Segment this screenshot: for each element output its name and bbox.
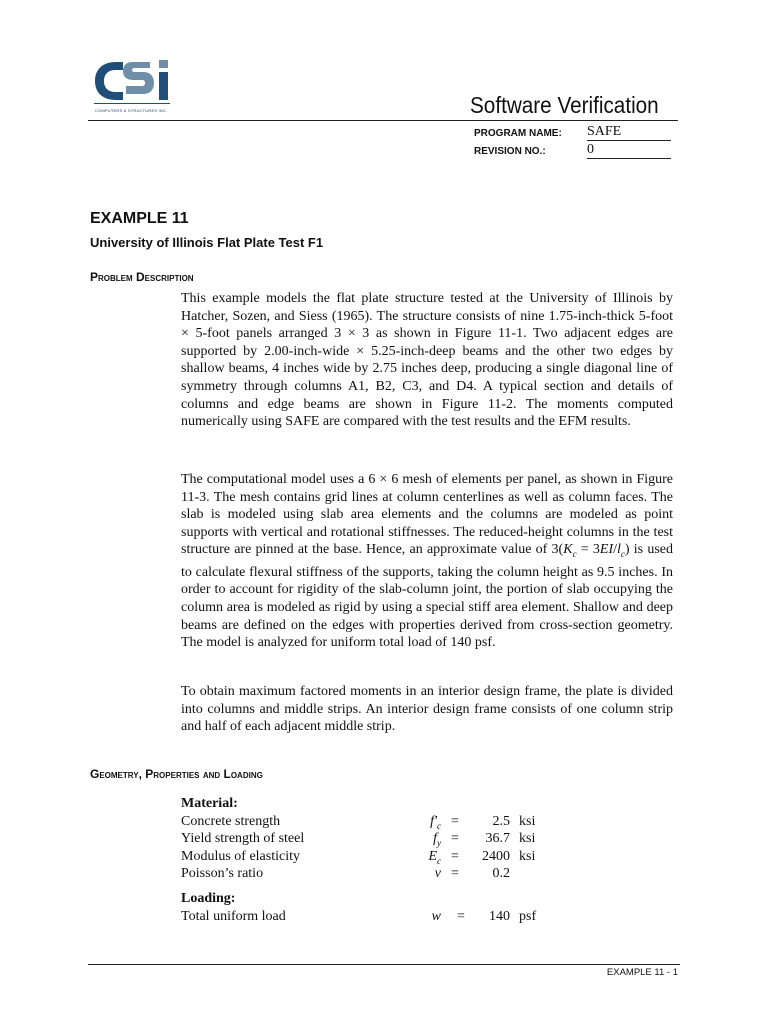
material-symbol: $f_y$	[433, 831, 441, 848]
material-row	[181, 866, 581, 884]
geometry-heading: Geometry, Properties and Loading	[90, 767, 263, 781]
csi-logo	[92, 56, 182, 116]
document-title: Software Verification	[470, 92, 659, 118]
page-label: EXAMPLE 11 - 1	[606, 967, 678, 978]
material-value: 36.7	[485, 831, 510, 847]
footer-divider	[88, 964, 680, 965]
material-value: 2.5	[492, 813, 510, 829]
load-row	[181, 909, 581, 927]
load-unit: psf	[519, 908, 537, 924]
equals-sign: =	[457, 908, 465, 924]
material-table	[181, 796, 581, 926]
material-row	[181, 849, 581, 867]
example-title: EXAMPLE 11	[90, 210, 189, 227]
problem-paragraph-1: This example models the flat plate structure tested at the University of Illinois by Hatcher, Sozen, and Siess (1965). The structure consists of nine 1.75-inch-thick 5-foot × 5-foot panels arranged 3 × 3 as shown in Figure 11-1. Two adjacent edges are supported by 2.00-inch-wide × 5.25-inch-deep beams and the other two edges by shallow beams, 4 inches wide by 2.75 inches deep, producing a single diagonal line of symmetry through columns A1, B2, C3, and D4. A typical section and details of columns and edge beams are shown in Figure 11-2. The moments computed numerically using SAFE are compared with the test results and the EFM results.	[181, 291, 673, 430]
equals-sign: =	[451, 866, 459, 882]
equals-sign: =	[451, 813, 459, 829]
loading-heading: Loading:	[181, 890, 236, 906]
program-name-label: PROGRAM NAME:	[474, 128, 562, 139]
material-row	[181, 831, 581, 849]
material-row	[181, 814, 581, 832]
material-unit: ksi	[519, 848, 536, 864]
material-unit: ksi	[519, 831, 536, 847]
load-name: Total uniform load	[181, 908, 286, 924]
material-unit: ksi	[519, 813, 536, 829]
revision-label: REVISION NO.:	[474, 146, 546, 157]
material-symbol: v	[434, 866, 441, 882]
equals-sign: =	[451, 831, 459, 847]
logo-subtitle: COMPUTERS & STRUCTURES INC.	[95, 108, 168, 113]
revision-value: 0	[587, 142, 671, 159]
example-subtitle: University of Illinois Flat Plate Test F1	[90, 235, 324, 250]
load-value: 140	[489, 908, 510, 924]
material-symbol: $E_c$	[428, 848, 441, 866]
material-name: Yield strength of steel	[181, 831, 305, 847]
header-divider	[88, 120, 678, 121]
equals-sign: =	[451, 848, 459, 864]
problem-description-heading: Problem Description	[90, 270, 194, 284]
material-name: Poisson’s ratio	[181, 866, 264, 882]
material-name: Modulus of elasticity	[181, 848, 300, 864]
material-value: 0.2	[492, 866, 510, 882]
material-symbol: $f'_c$	[430, 813, 441, 831]
program-name-value: SAFE	[587, 124, 671, 141]
material-value: 2400	[482, 848, 510, 864]
material-name: Concrete strength	[181, 813, 281, 829]
load-symbol: w	[431, 908, 441, 924]
problem-paragraph-3: To obtain maximum factored moments in an interior design frame, the plate is divided into columns and middle strips. An interior design frame consists of one column strip and half of each adjacent middle strip.	[181, 684, 673, 735]
problem-paragraph-2: The computational model uses a 6 × 6 mesh of elements per panel, as shown in Figure 11-3. The mesh contains grid lines at column centerlines as well as column faces. The slab is modeled using slab area elements and the columns are modeled as point supports with vertical and rotational stiffnesses. The reduced-height columns in the test structure are pinned at the base. Hence, an approximate value of $3(K_c = 3EI/l_c)$ is used to calculate flexural stiffness of the supports, taking the column height as 9.5 inches. In order to account for rigidity of the slab-column joint, the portion of slab occupying the column area is modeled as rigid by using a special stiff area element. Shallow and deep beams are defined on the edges with properties derived from cross-section geometry. The model is analyzed for uniform total load of 140 psf.	[181, 472, 673, 651]
material-heading: Material:	[181, 796, 238, 811]
